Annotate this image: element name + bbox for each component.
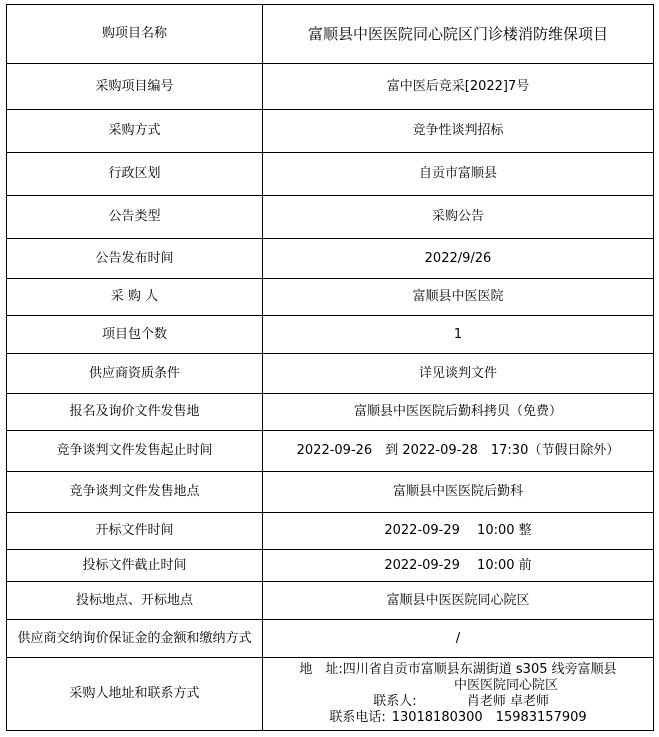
table-row xyxy=(7,5,654,64)
table-row xyxy=(7,279,654,316)
table-row xyxy=(7,550,654,582)
row-value-purchaser: 富顺县中医医院 xyxy=(263,279,654,316)
row-value-project-name: 富顺县中医医院同心院区门诊楼消防维保项目 xyxy=(263,5,654,64)
contact-person-line xyxy=(267,694,649,710)
row-label-supplier-qualification: 供应商资质条件 xyxy=(7,354,263,394)
table-row xyxy=(7,153,654,196)
row-label-region: 行政区划 xyxy=(7,153,263,196)
table-row xyxy=(7,620,654,658)
table-row xyxy=(7,431,654,472)
procurement-info-table xyxy=(6,4,654,731)
row-value-sale-location: 富顺县中医医院后勤科 xyxy=(263,472,654,513)
table-row xyxy=(7,239,654,279)
contact-phone-value: 13018180300 15983157909 xyxy=(391,710,587,725)
row-label-notice-type: 公告类型 xyxy=(7,196,263,239)
row-label-bid-deadline: 投标文件截止时间 xyxy=(7,550,263,582)
table-row xyxy=(7,513,654,550)
row-label-deposit: 供应商交纳询价保证金的金额和缴纳方式 xyxy=(7,620,263,658)
row-label-opening-time: 开标文件时间 xyxy=(7,513,263,550)
row-label-publish-time: 公告发布时间 xyxy=(7,239,263,279)
row-value-region: 自贡市富顺县 xyxy=(263,153,654,196)
row-value-supplier-qualification: 详见谈判文件 xyxy=(263,354,654,394)
row-label-procurement-method: 采购方式 xyxy=(7,110,263,153)
row-label-contact: 采购人地址和联系方式 xyxy=(7,658,263,731)
row-value-bid-deadline: 2022-09-29 10:00 前 xyxy=(263,550,654,582)
contact-phone-line xyxy=(267,710,649,726)
contact-phone-label: 联系电话: xyxy=(329,710,386,725)
row-value-registration-place: 富顺县中医医院后勤科拷贝（免费） xyxy=(263,394,654,431)
row-label-project-name: 购项目名称 xyxy=(7,5,263,64)
address-text: 四川省自贡市富顺县东湖街道 s305 线旁富顺县 xyxy=(342,662,617,677)
row-label-purchaser: 采 购 人 xyxy=(7,279,263,316)
row-value-deposit: / xyxy=(263,620,654,658)
row-value-contact xyxy=(263,658,654,731)
address-line-2: 中医医院同心院区 xyxy=(453,678,558,693)
address-label: 地 址: xyxy=(299,662,343,677)
table-row xyxy=(7,582,654,620)
row-value-opening-time: 2022-09-29 10:00 整 xyxy=(263,513,654,550)
table-row xyxy=(7,196,654,239)
address-line xyxy=(267,662,649,678)
row-value-publish-time: 2022/9/26 xyxy=(263,239,654,279)
row-value-package-count: 1 xyxy=(263,316,654,354)
row-value-procurement-method: 竞争性谈判招标 xyxy=(263,110,654,153)
row-label-project-number: 采购项目编号 xyxy=(7,64,263,110)
row-value-bid-location: 富顺县中医医院同心院区 xyxy=(263,582,654,620)
row-label-sale-period: 竞争谈判文件发售起止时间 xyxy=(7,431,263,472)
row-label-package-count: 项目包个数 xyxy=(7,316,263,354)
table-row xyxy=(7,394,654,431)
row-value-sale-period: 2022-09-26 到 2022-09-28 17:30（节假日除外） xyxy=(263,431,654,472)
table-row xyxy=(7,316,654,354)
contact-person-value: 肖老师 卓老师 xyxy=(466,694,550,709)
row-label-registration-place: 报名及询价文件发售地 xyxy=(7,394,263,431)
table-row xyxy=(7,658,654,731)
row-label-bid-location: 投标地点、开标地点 xyxy=(7,582,263,620)
table-row xyxy=(7,354,654,394)
contact-person-label: 联系人: xyxy=(373,694,417,709)
table-row xyxy=(7,64,654,110)
row-value-notice-type: 采购公告 xyxy=(263,196,654,239)
row-label-sale-location: 竞争谈判文件发售地点 xyxy=(7,472,263,513)
table-row xyxy=(7,110,654,153)
table-row xyxy=(7,472,654,513)
row-value-project-number: 富中医后竞采[2022]7号 xyxy=(263,64,654,110)
